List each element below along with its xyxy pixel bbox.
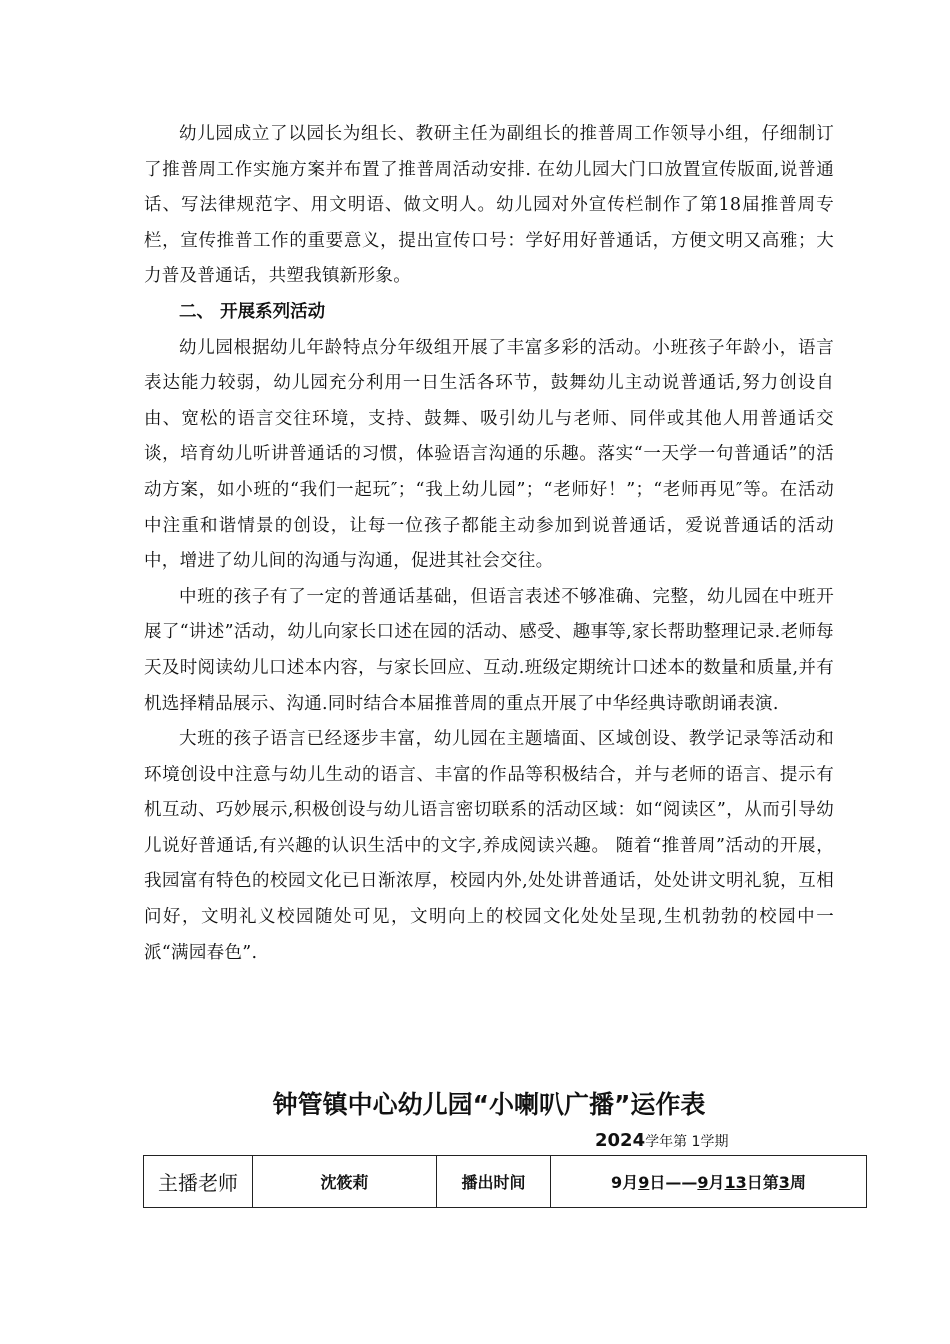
week-prefix: 日第 xyxy=(746,1173,779,1192)
end-month: 9 xyxy=(697,1173,709,1192)
table-row xyxy=(144,1156,867,1208)
term-suffix: 学年第 1学期 xyxy=(645,1134,729,1150)
host-label-cell: 主播老师 xyxy=(144,1156,253,1208)
month-char-1: 月 xyxy=(622,1173,639,1192)
paragraph-small-class: 幼儿园根据幼儿年龄特点分年级组开展了丰富多彩的活动。小班孩子年龄小，语言表达能力较弱，幼儿园充分利用一日生活各环节，鼓舞幼儿主动说普通话,努力创设自由、宽松的语言交往环境，支持、鼓舞、吸引幼儿与老师、同伴或其他人用普通话交谈，培育幼儿听讲普通话的习惯，体验语言沟通的乐趣。落实“一天学一句普通话”的活动方案，如小班的“我们一起玩″；“我上幼儿园”；“老师好！”；“老师再见″等。在活动中注重和谐情景的创设，让每一位孩子都能主动参加到说普通话，爱说普通话的活动中，增进了幼儿间的沟通与沟通，促进其社会交往。 xyxy=(144,337,834,572)
paragraph-large-class: 大班的孩子语言已经逐步丰富，幼儿园在主题墙面、区域创设、教学记录等活动和环境创设中注意与幼儿生动的语言、丰富的作品等积极结合，并与老师的语言、提示有机互动、巧妙展示,积极创设与幼儿语言密切联系的活动区域：如“阅读区”，从而引导幼儿说好普通话,有兴趣的认识生活中的文字,养成阅读兴趣。 随着“推普周”活动的开展，我园富有特色的校园文化已日渐浓厚，校园内外,处处讲普通话，处处讲文明礼貌，互相问好，文明礼义校园随处可见，文明向上的校园文化处处呈现,生机勃勃的校园中一派“满园春色”. xyxy=(144,729,834,963)
term-year: 2024 xyxy=(595,1130,646,1151)
time-value-cell xyxy=(551,1156,867,1208)
month-char-2: 月 xyxy=(708,1173,725,1192)
end-day: 13 xyxy=(724,1173,747,1192)
start-day: 9 xyxy=(638,1173,650,1192)
time-label-cell: 播出时间 xyxy=(437,1156,551,1208)
section-heading-activities: 二、 开展系列活动 xyxy=(179,301,326,322)
week-suffix: 周 xyxy=(789,1173,806,1192)
document-body xyxy=(144,117,834,971)
start-month: 9 xyxy=(611,1173,623,1192)
day-char-1: 日 xyxy=(649,1173,666,1192)
paragraph-leadership: 幼儿园成立了以园长为组长、教研主任为副组长的推普周工作领导小组，仔细制订了推普周工作实施方案并布置了推普周活动安排. 在幼儿园大门口放置宣传版面,说普通话、写法律规范字、用文明语、做文明人。幼儿园对外宣传栏制作了第18届推普周专栏，宣传推普工作的重要意义，提出宣传口号：学好用好普通话，方便文明又高雅；大力普及普通话，共塑我镇新形象。 xyxy=(144,124,834,287)
paragraph-middle-class: 中班的孩子有了一定的普通话基础，但语言表述不够准确、完整，幼儿园在中班开展了“讲述”活动，幼儿向家长口述在园的活动、感受、趣事等,家长帮助整理记录.老师每天及时阅读幼儿口述本内容，与家长回应、互动.班级定期统计口述本的数量和质量,并有机选择精品展示、沟通.同时结合本届推普周的重点开展了中华经典诗歌朗诵表演. xyxy=(144,586,834,714)
week-number: 3 xyxy=(778,1173,790,1192)
term-line xyxy=(595,1130,728,1151)
schedule-title: 钟管镇中心幼儿园“小喇叭广播”运作表 xyxy=(272,1090,706,1119)
schedule-table xyxy=(143,1155,867,1208)
host-name-cell: 沈筱莉 xyxy=(253,1156,437,1208)
date-dash: —— xyxy=(665,1173,698,1192)
